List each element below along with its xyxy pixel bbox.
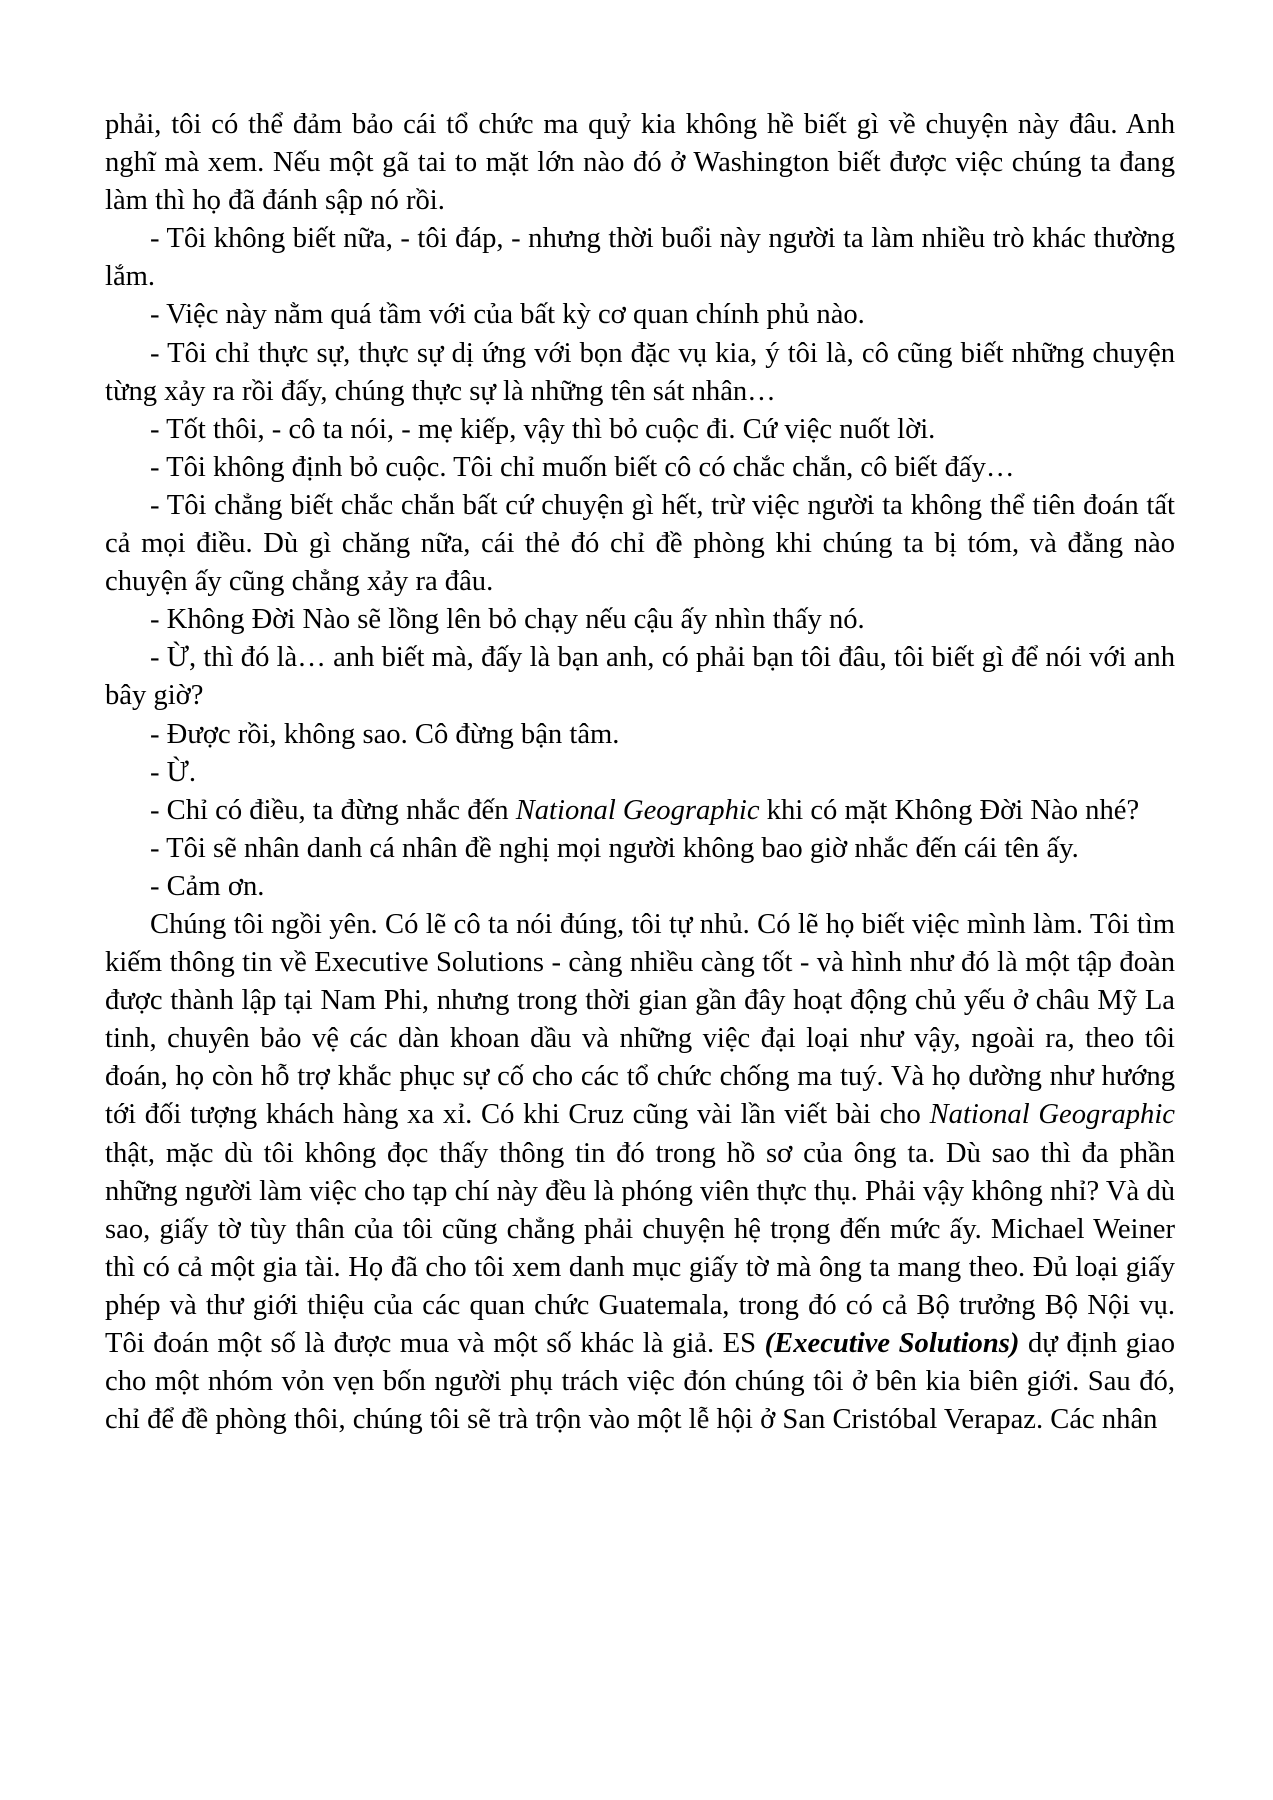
dialogue-line: [105, 411, 1175, 449]
page-text: [105, 106, 1175, 1439]
dialogue-line: [105, 716, 1175, 754]
text-run: - Tôi chẳng biết chắc chắn bất cứ chuyện gì hết, trừ việc người ta không thể tiên đoán tất cả mọi điều. Dù gì chăng nữa, cái thẻ đó chỉ đề phòng khi chúng ta bị tóm, và đằng nào chuyện ấy cũng chẳng xảy ra đâu.: [105, 489, 1175, 598]
dialogue-line: [105, 754, 1175, 792]
narrative-paragraph: [105, 906, 1175, 1439]
paragraph-continued: [105, 106, 1175, 220]
text-run: - Việc này nằm quá tầm với của bất kỳ cơ quan chính phủ nào.: [150, 299, 865, 331]
dialogue-line: [105, 449, 1175, 487]
text-run: phải, tôi có thể đảm bảo cái tổ chức ma quỷ kia không hề biết gì về chuyện này đâu. Anh nghĩ mà xem. Nếu một gã tai to mặt lớn nào đó ở Washington biết được việc chúng ta đang làm thì họ đã đánh sập nó rồi.: [105, 109, 1175, 217]
dialogue-line: [105, 335, 1175, 411]
dialogue-line: [105, 868, 1175, 906]
magazine-title: National Geographic: [515, 794, 760, 826]
dialogue-line: [105, 830, 1175, 868]
text-run: - Tốt thôi, - cô ta nói, - mẹ kiếp, vậy thì bỏ cuộc đi. Cứ việc nuốt lời.: [150, 413, 936, 445]
dialogue-line: [105, 220, 1175, 296]
magazine-title: National Geographic: [929, 1099, 1175, 1131]
text-run: - Tôi sẽ nhân danh cá nhân đề nghị mọi người không bao giờ nhắc đến cái tên ấy.: [150, 832, 1079, 864]
text-run: - Tôi chỉ thực sự, thực sự dị ứng với bọn đặc vụ kia, ý tôi là, cô cũng biết những chuyện từng xảy ra rồi đấy, chúng thực sự là những tên sát nhân…: [105, 337, 1175, 407]
text-run: - Được rồi, không sao. Cô đừng bận tâm.: [150, 718, 620, 750]
text-run: Chúng tôi ngồi yên. Có lẽ cô ta nói đúng, tôi tự nhủ. Có lẽ họ biết việc mình làm. Tôi tìm kiếm thông tin về Executive Solutions - càng nhiều càng tốt - và hình như đó là một tập đoàn được thành lập tại Nam Phi, nhưng trong thời gian gần đây hoạt động chủ yếu ở châu Mỹ La tinh, chuyên bảo vệ các dàn khoan dầu và những việc đại loại như vậy, ngoài ra, theo tôi đoán, họ còn hỗ trợ khắc phục sự cố cho các tổ chức chống ma tuý. Và họ dường như hướng tới đối tượng khách hàng xa xỉ. Có khi Cruz cũng vài lần viết bài cho: [105, 908, 1175, 1131]
dialogue-line: [105, 487, 1175, 601]
text-run: - Tôi không định bỏ cuộc. Tôi chỉ muốn biết cô có chắc chắn, cô biết đấy…: [150, 451, 1015, 483]
text-run: - Cảm ơn.: [150, 870, 265, 902]
dialogue-line: [105, 296, 1175, 334]
text-run: - Không Đời Nào sẽ lồng lên bỏ chạy nếu cậu ấy nhìn thấy nó.: [150, 604, 865, 636]
text-run: dự định giao cho một nhóm vỏn vẹn bốn người phụ trách việc đón chúng tôi ở bên kia biên giới. Sau đó, chỉ để đề phòng thôi, chúng tôi sẽ trà trộn vào một lễ hội ở San Cristóbal Verapaz. Các nhân: [105, 1328, 1175, 1436]
text-run: - Ừ, thì đó là… anh biết mà, đấy là bạn anh, có phải bạn tôi đâu, tôi biết gì để nói với anh bây giờ?: [105, 642, 1175, 712]
text-run: - Chỉ có điều, ta đừng nhắc đến: [150, 794, 516, 826]
company-name-emphasis: (Executive Solutions): [764, 1328, 1020, 1359]
dialogue-line: [105, 792, 1175, 830]
text-run: - Tôi không biết nữa, - tôi đáp, - nhưng thời buổi này người ta làm nhiều trò khác thường lắm.: [105, 223, 1175, 293]
text-run: khi có mặt Không Đời Nào nhé?: [759, 794, 1140, 826]
dialogue-line: [105, 639, 1175, 715]
dialogue-line: [105, 601, 1175, 639]
text-run: thật, mặc dù tôi không đọc thấy thông tin đó trong hồ sơ của ông ta. Dù sao thì đa phần những người làm việc cho tạp chí này đều là phóng viên thực thụ. Phải vậy không nhỉ? Và dù sao, giấy tờ tùy thân của tôi cũng chẳng phải chuyện hệ trọng đến mức ấy. Michael Weiner thì có cả một gia tài. Họ đã cho tôi xem danh mục giấy tờ mà ông ta mang theo. Đủ loại giấy phép và thư giới thiệu của các quan chức Guatemala, trong đó có cả Bộ trưởng Bộ Nội vụ. Tôi đoán một số là được mua và một số khác là giả. ES: [105, 1137, 1175, 1359]
text-run: - Ừ.: [150, 756, 197, 788]
